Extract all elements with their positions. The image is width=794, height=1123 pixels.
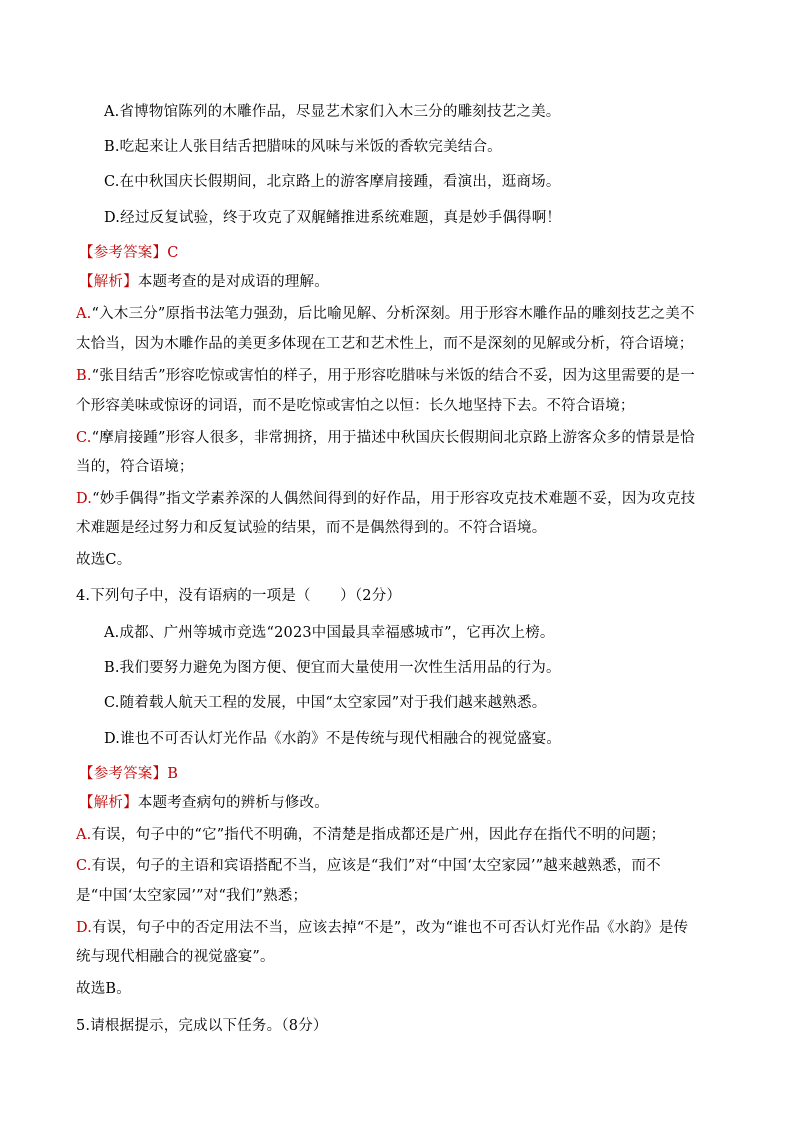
q3-answer: [79, 243, 179, 263]
option-letter: C.: [76, 858, 92, 874]
answer-tag: 【参考答案】: [79, 245, 168, 261]
analysis-text: “妙手偶得”指文学素养深的人偶然间得到的好作品，用于形容攻克技术难题不妥，因为攻克技: [92, 491, 696, 507]
analysis-tag: 【解析】: [79, 795, 138, 811]
q3-analysis-c-line2: 当的，符合语境；: [76, 459, 194, 475]
option-letter: A.: [76, 306, 92, 322]
option-letter: D.: [76, 920, 93, 936]
q4-conclusion: 故选B。: [76, 981, 131, 997]
analysis-text: “张目结舌”形容吃惊或害怕的样子，用于形容吃腊味与米饭的结合不妥，因为这里需要的是一: [91, 368, 695, 384]
q4-analysis-c-line1: [76, 856, 661, 876]
analysis-text: 有误，句子中的“它”指代不明确，不清楚是指成都还是广州，因此存在指代不明的问题；: [91, 827, 666, 843]
option-letter: A.: [76, 827, 92, 843]
q4-option-d: D.谁也不可否认灯光作品《水韵》不是传统与现代相融合的视觉盛宴。: [104, 731, 562, 747]
analysis-text: “入木三分”原指书法笔力强劲，后比喻见解、分析深刻。用于形容木雕作品的雕刻技艺之美不: [91, 306, 695, 322]
q3-option-d: D.经过反复试验，终于攻克了双艉鳍推进系统难题，真是妙手偶得啊！: [104, 210, 562, 226]
q3-analysis-c-line1: [76, 428, 695, 448]
q3-option-c: C.在中秋国庆长假期间，北京路上的游客摩肩接踵，看演出，逛商场。: [104, 174, 561, 190]
q3-analysis-a-line1: [76, 304, 695, 324]
analysis-tag: 【解析】: [79, 274, 138, 290]
option-letter: C.: [76, 430, 92, 446]
q3-option-a: A.省博物馆陈列的木雕作品，尽显艺术家们入木三分的雕刻技艺之美。: [104, 104, 561, 120]
analysis-intro-text: 本题考查病句的辨析与修改。: [137, 795, 329, 811]
option-letter: B.: [76, 368, 92, 384]
q4-option-b: B.我们要努力避免为图方便、便宜而大量使用一次性生活用品的行为。: [104, 660, 561, 676]
q3-analysis-b-line1: [76, 366, 695, 386]
q4-analysis-c-line2: 是“中国‘太空家园’”对“我们”熟悉；: [76, 888, 308, 904]
analysis-intro-text: 本题考查的是对成语的理解。: [137, 274, 329, 290]
q4-answer: [79, 764, 178, 784]
q4-analysis-d-line2: 统与现代相融合的视觉盛宴”。: [76, 949, 275, 965]
q3-analysis-intro: [79, 272, 329, 292]
q3-analysis-d-line2: 术难题是经过努力和反复试验的结果，而不是偶然得到的。不符合语境。: [76, 520, 547, 536]
answer-value: C: [167, 245, 179, 261]
q3-analysis-d-line1: [76, 489, 695, 509]
q3-conclusion: 故选C。: [76, 552, 132, 568]
q4-analysis-a-line1: [76, 825, 665, 845]
q3-option-b: B.吃起来让人张目结舌把腊味的风味与米饭的香软完美结合。: [104, 139, 502, 155]
q4-option-c: C.随着载人航天工程的发展，中国“太空家园”对于我们越来越熟悉。: [104, 695, 547, 711]
analysis-text: 有误，句子的主语和宾语搭配不当，应该是“我们”对“中国‘太空家园’”越来越熟悉，而不: [91, 858, 661, 874]
q4-option-a: A.成都、广州等城市竞选“2023中国最具幸福感城市”，它再次上榜。: [104, 625, 555, 641]
q4-analysis-intro: [79, 793, 329, 813]
q5-stem: 5.请根据提示，完成以下任务。（8分）: [76, 1018, 328, 1034]
analysis-text: “摩肩接踵”形容人很多，非常拥挤，用于描述中秋国庆长假期间北京路上游客众多的情景是恰: [91, 430, 695, 446]
q4-analysis-d-line1: [76, 918, 688, 938]
q4-stem: 4.下列句子中，没有语病的一项是（ ）（2分）: [76, 588, 402, 604]
answer-value: B: [167, 766, 179, 782]
q3-analysis-b-line2: 个形容美味或惊讶的词语，而不是吃惊或害怕之以恒：长久地坚持下去。不符合语境；: [76, 398, 635, 414]
analysis-text: 有误，句子中的否定用法不当，应该去掉“不是”，改为“谁也不可否认灯光作品《水韵》是传: [92, 920, 689, 936]
answer-tag: 【参考答案】: [79, 766, 168, 782]
q3-analysis-a-line2: 太恰当，因为木雕作品的美更多体现在工艺和艺术性上，而不是深刻的见解或分析，符合语境；: [76, 336, 694, 352]
option-letter: D.: [76, 491, 93, 507]
